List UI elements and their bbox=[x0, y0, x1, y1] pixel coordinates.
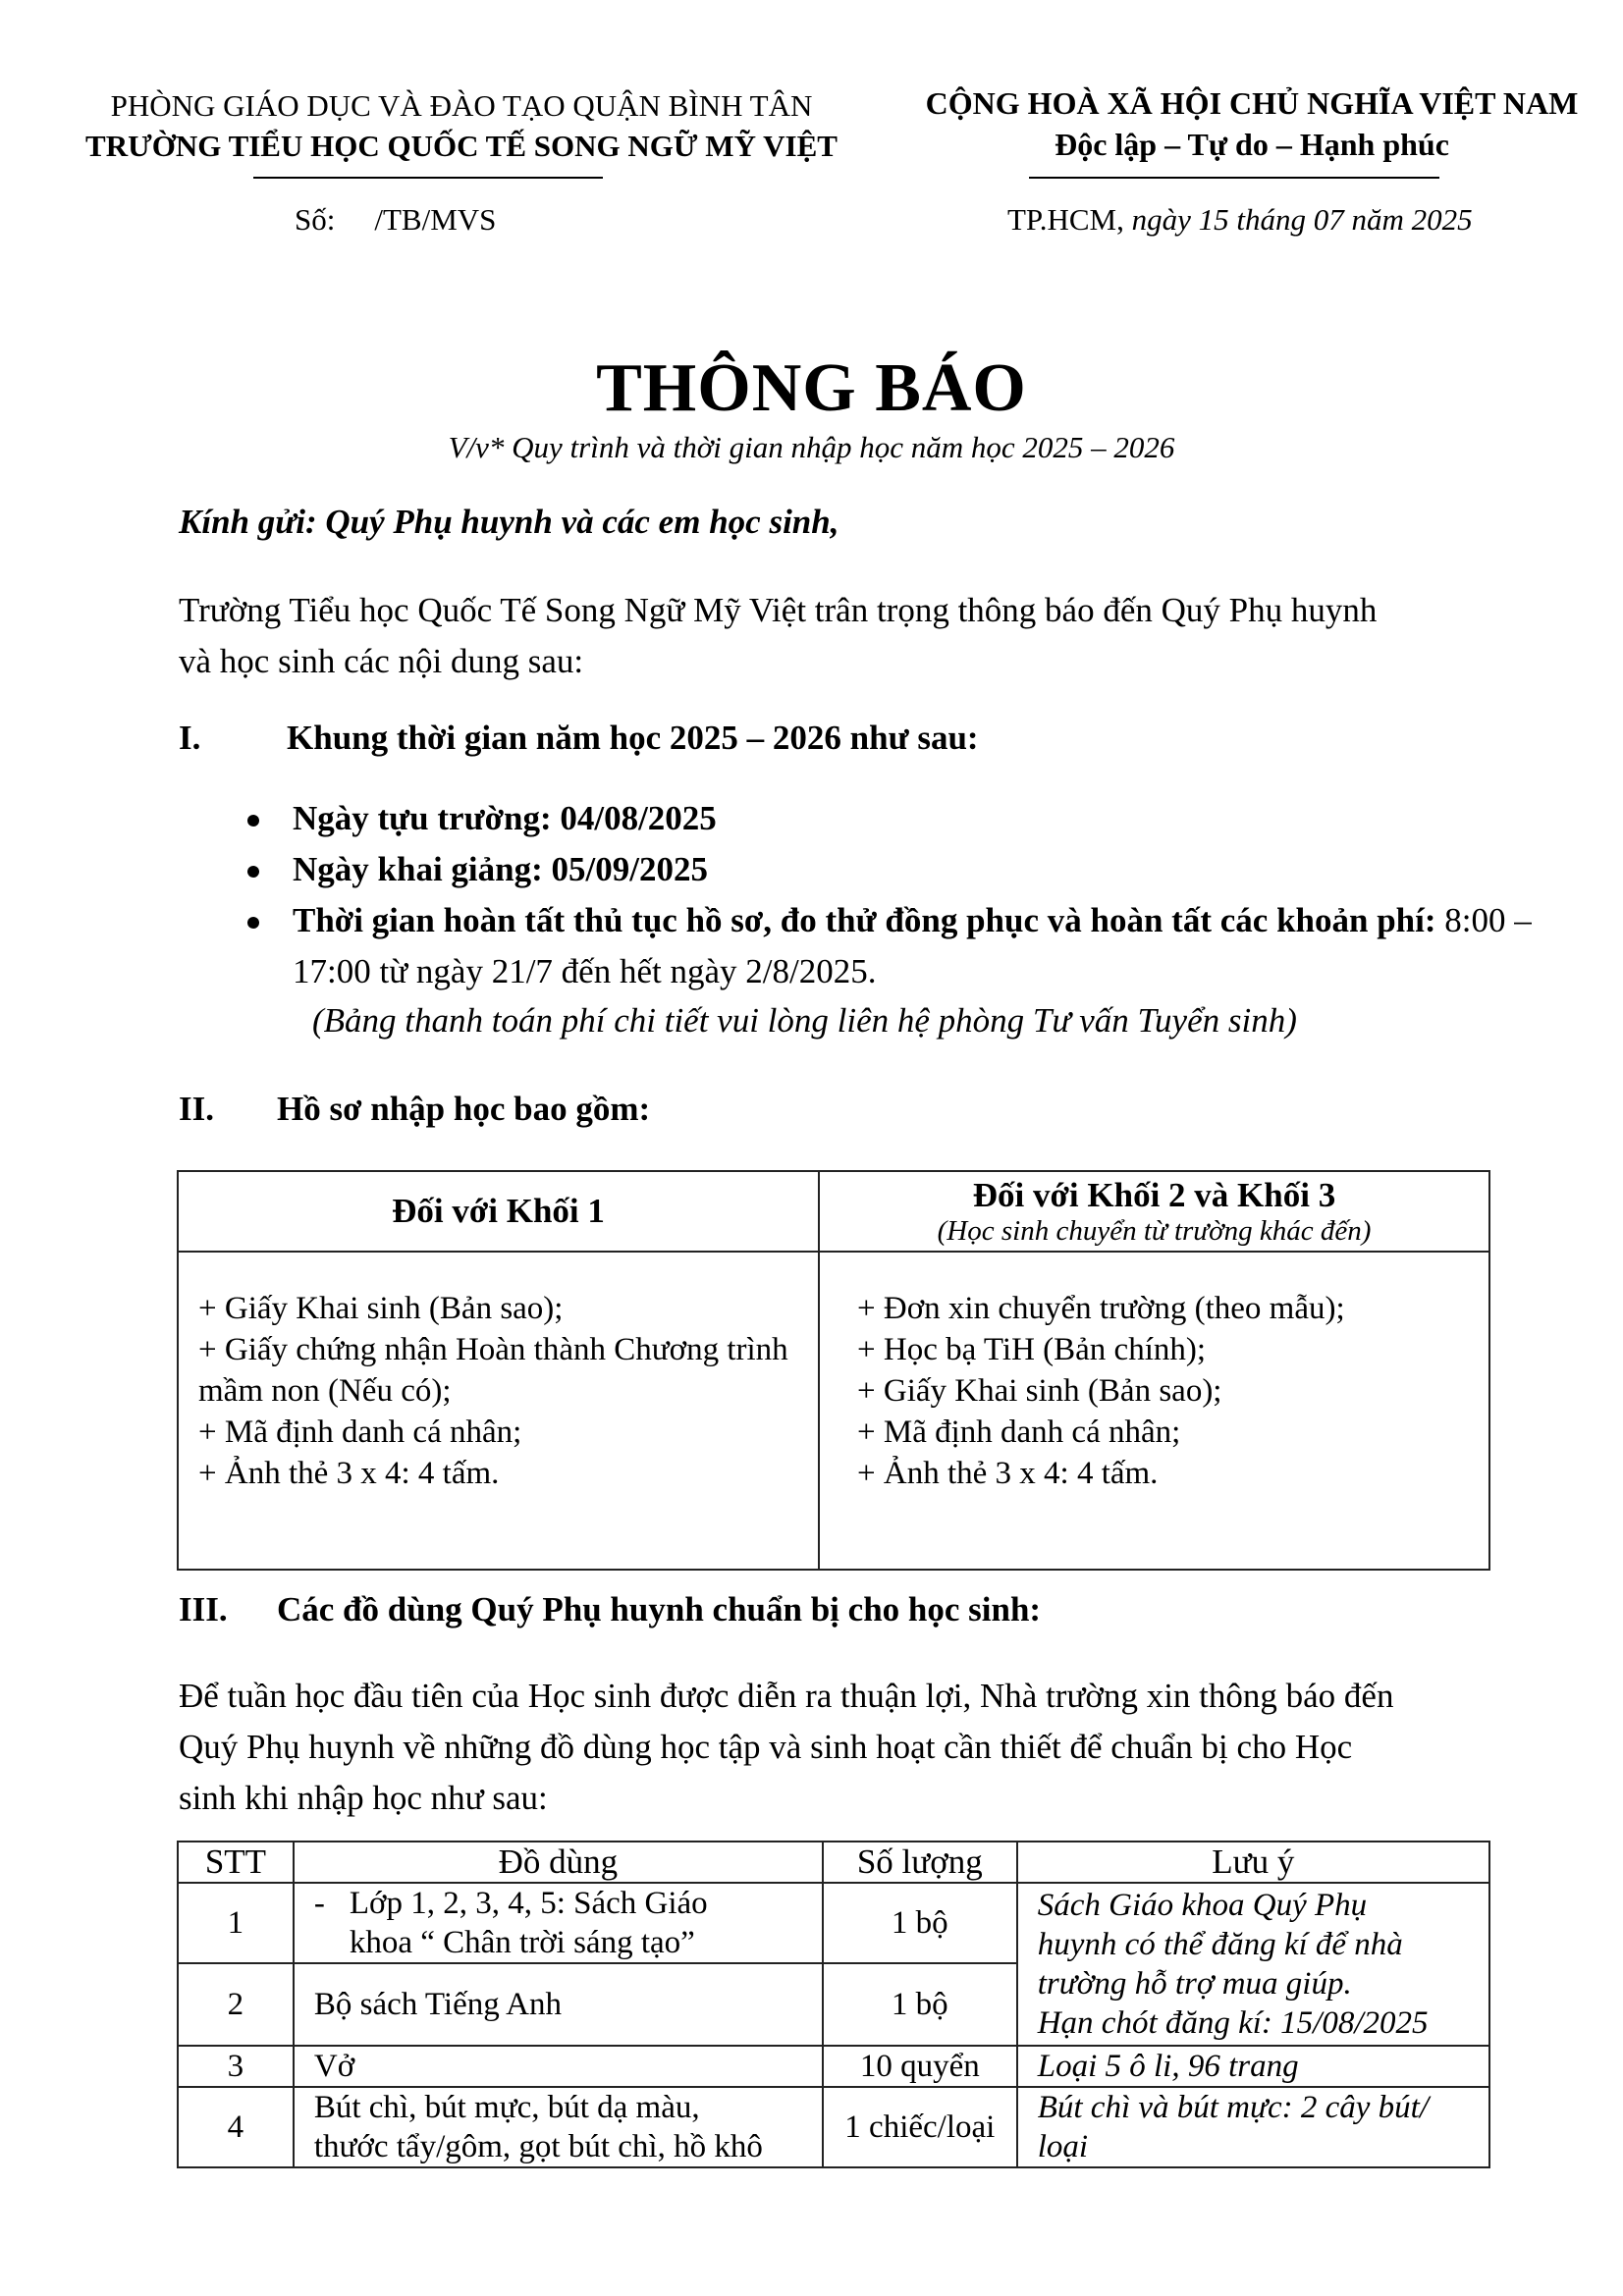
list-item: + Giấy Khai sinh (Bản sao); bbox=[198, 1291, 564, 1326]
row-quantity: 1 chiếc/loại bbox=[823, 2087, 1017, 2167]
row-note: Sách Giáo khoa Quý Phụ huynh có thể đăng kí để nhà trường hỗ trợ mua giúp. Hạn chót đăng kí: 15/08/2025 bbox=[1017, 1883, 1489, 2046]
list-item: Ngày khai giảng: 05/09/2025 bbox=[234, 844, 1540, 895]
bullet-icon bbox=[247, 815, 259, 827]
section-1-title: Khung thời gian năm học 2025 – 2026 như sau: bbox=[287, 719, 979, 757]
list-item: + Mã định danh cá nhân; bbox=[198, 1415, 522, 1450]
document-date bbox=[1007, 202, 1473, 238]
row-stt: 1 bbox=[178, 1883, 294, 1963]
section-2-heading bbox=[179, 1090, 650, 1129]
row-stt: 2 bbox=[178, 1963, 294, 2046]
list-item: + Mã định danh cá nhân; bbox=[857, 1415, 1181, 1450]
section-2-title: Hồ sơ nhập học bao gồm: bbox=[277, 1090, 651, 1128]
row-quantity: 1 bộ bbox=[823, 1883, 1017, 1963]
list-item: + Học bạ TiH (Bản chính); bbox=[857, 1332, 1207, 1367]
list-item: + Giấy Khai sinh (Bản sao); bbox=[857, 1373, 1222, 1409]
grade-1-documents bbox=[178, 1252, 819, 1570]
section-2-number: II. bbox=[179, 1090, 214, 1128]
header-note: Lưu ý bbox=[1017, 1842, 1489, 1883]
bullet-icon bbox=[247, 866, 259, 878]
list-item: + Đơn xin chuyển trường (theo mẫu); bbox=[857, 1291, 1345, 1326]
agency-name: PHÒNG GIÁO DỤC VÀ ĐÀO TẠO QUẬN BÌNH TÂN bbox=[110, 88, 813, 123]
supplies-table bbox=[177, 1841, 1490, 2168]
intro-line: Để tuần học đầu tiên của Học sinh được diễn ra thuận lợi, Nhà trường xin thông báo đến bbox=[179, 1677, 1394, 1715]
header-quantity: Số lượng bbox=[823, 1842, 1017, 1883]
greeting: Kính gửi: Quý Phụ huynh và các em học sinh, bbox=[179, 503, 839, 541]
row-item: Vở bbox=[294, 2046, 823, 2087]
intro-line: Trường Tiểu học Quốc Tế Song Ngữ Mỹ Việt trân trọng thông báo đến Quý Phụ huynh bbox=[179, 591, 1378, 629]
intro-line: sinh khi nhập học như sau: bbox=[179, 1779, 548, 1817]
fee-note: (Bảng thanh toán phí chi tiết vui lòng liên hệ phòng Tư vấn Tuyển sinh) bbox=[312, 1001, 1297, 1040]
agency-header bbox=[39, 86, 884, 167]
row-stt: 3 bbox=[178, 2046, 294, 2087]
row-item: - Lớp 1, 2, 3, 4, 5: Sách Giáo khoa “ Chân trời sáng tạo” bbox=[294, 1883, 823, 1963]
timeline-list bbox=[234, 793, 1540, 997]
intro-paragraph bbox=[179, 585, 1514, 687]
header-right-rule bbox=[1029, 177, 1439, 179]
table-header-grade-2-3: Đối với Khối 2 và Khối 3 (Học sinh chuyển từ trường khác đến) bbox=[819, 1171, 1489, 1252]
header-stt: STT bbox=[178, 1842, 294, 1883]
list-item: Ngày tựu trường: 04/08/2025 bbox=[234, 793, 1540, 844]
section-3-number: III. bbox=[179, 1590, 228, 1629]
header-left-rule bbox=[253, 177, 603, 179]
motto: Độc lập – Tự do – Hạnh phúc bbox=[1055, 127, 1449, 162]
number-label: Số: bbox=[295, 202, 336, 237]
intro-line: và học sinh các nội dung sau: bbox=[179, 642, 584, 680]
list-item: + Ảnh thẻ 3 x 4: 4 tấm. bbox=[857, 1456, 1159, 1491]
number-code: /TB/MVS bbox=[374, 202, 497, 237]
row-note: Bút chì và bút mực: 2 cây bút/ loại bbox=[1017, 2087, 1489, 2167]
section-1-heading bbox=[179, 719, 979, 758]
list-item: Thời gian hoàn tất thủ tục hồ sơ, đo thử đồng phục và hoàn tất các khoản phí: 8:00 – 17:00 từ ngày 21/7 đến hết ngày 2/8/2025. bbox=[234, 895, 1540, 997]
table-header-grade-1: Đối với Khối 1 bbox=[178, 1171, 819, 1252]
page-subtitle: V/v* Quy trình và thời gian nhập học năm học 2025 – 2026 bbox=[448, 430, 1175, 464]
list-item: + Giấy chứng nhận Hoàn thành Chương trình mầm non (Nếu có); bbox=[198, 1332, 788, 1409]
section-1-number: I. bbox=[179, 719, 201, 757]
section-3-heading bbox=[179, 1590, 1041, 1629]
date-text: ngày 15 tháng 07 năm 2025 bbox=[1131, 202, 1473, 237]
row-item: Bút chì, bút mực, bút dạ màu, thước tẩy/gôm, gọt bút chì, hồ khô bbox=[294, 2087, 823, 2167]
section-3-intro bbox=[179, 1671, 1524, 1824]
row-note: Loại 5 ô li, 96 trang bbox=[1017, 2046, 1489, 2087]
row-item: Bộ sách Tiếng Anh bbox=[294, 1963, 823, 2046]
header-item: Đồ dùng bbox=[294, 1842, 823, 1883]
republic-name: CỘNG HOÀ XÃ HỘI CHỦ NGHĨA VIỆT NAM bbox=[925, 85, 1579, 121]
place: TP.HCM, bbox=[1007, 202, 1124, 237]
list-item: + Ảnh thẻ 3 x 4: 4 tấm. bbox=[198, 1456, 500, 1491]
grade-2-3-documents bbox=[819, 1252, 1489, 1570]
table-row bbox=[178, 1883, 1489, 1963]
row-stt: 4 bbox=[178, 2087, 294, 2167]
documents-table bbox=[177, 1170, 1490, 1571]
row-quantity: 10 quyển bbox=[823, 2046, 1017, 2087]
state-header bbox=[889, 82, 1615, 165]
table-row bbox=[178, 2087, 1489, 2167]
intro-line: Quý Phụ huynh về những đồ dùng học tập và sinh hoạt cần thiết để chuẩn bị cho Học bbox=[179, 1728, 1353, 1766]
table-row bbox=[178, 2046, 1489, 2087]
bullet-icon bbox=[247, 917, 259, 929]
page-title: THÔNG BÁO bbox=[596, 350, 1027, 426]
section-3-title: Các đồ dùng Quý Phụ huynh chuẩn bị cho học sinh: bbox=[277, 1590, 1042, 1629]
document-number bbox=[295, 202, 496, 238]
table-subheader: (Học sinh chuyển từ trường khác đến) bbox=[937, 1215, 1372, 1247]
school-name: TRƯỜNG TIỂU HỌC QUỐC TẾ SONG NGỮ MỸ VIỆT bbox=[85, 129, 838, 163]
row-quantity: 1 bộ bbox=[823, 1963, 1017, 2046]
